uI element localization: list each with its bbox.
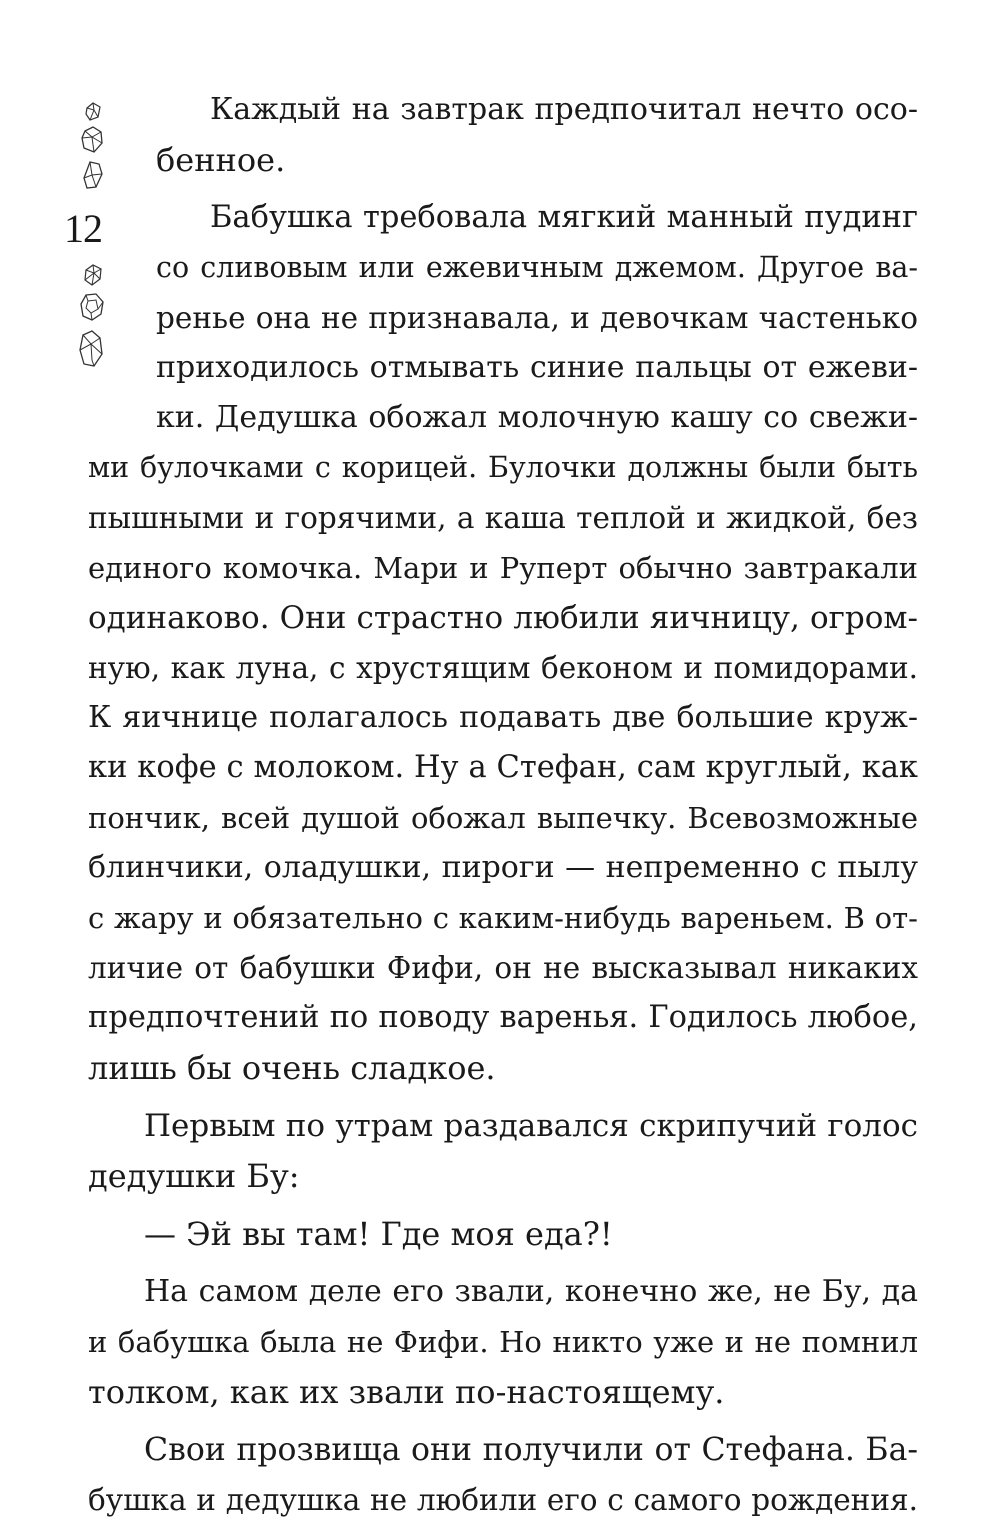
text-line: ренье она не признавала, и девочкам частенько — [156, 301, 918, 335]
text-line: К яичнице полагалось подавать две большие круж- — [88, 700, 918, 735]
text-line: блинчики, оладушки, пироги — непременно с пылу — [88, 850, 918, 885]
text-line: дедушки Бу: — [88, 1157, 300, 1195]
text-line: Первым по утрам раздавался скрипучий голос — [144, 1108, 918, 1144]
text-line: приходилось отмывать синие пальцы от ежеви- — [156, 350, 918, 385]
text-line: предпочтений по поводу варенья. Годилось любое, — [88, 1000, 918, 1035]
text-line: пончик, всей душой обожал выпечку. Всевозможные — [88, 801, 918, 835]
text-line: пышными и горячими, а каша теплой и жидкой, без — [88, 501, 918, 535]
text-line: Каждый на завтрак предпочитал нечто осо- — [210, 92, 918, 127]
page-number: 12 — [64, 206, 102, 251]
text-line: ную, как луна, с хрустящим беконом и помидорами. — [88, 651, 918, 685]
text-line: и бабушка была не Фифи. Но никто уже и не помнил — [88, 1325, 918, 1359]
text-line: На самом деле его звали, конечно же, не Бу, да — [144, 1274, 918, 1309]
text-line: со сливовым или ежевичным джемом. Другое ва- — [156, 251, 918, 284]
text-line: ки. Дедушка обожал молочную кашу со свежи- — [156, 400, 918, 435]
text-line: Бабушка требовала мягкий манный пудинг — [210, 200, 918, 235]
text-line: одинаково. Они страстно любили яичницу, огром- — [88, 600, 918, 636]
text-line: Свои прозвища они получили от Стефана. Ба- — [144, 1432, 918, 1468]
text-line: бенное. — [156, 141, 286, 179]
text-line: ми булочками с корицей. Булочки должны были быть — [88, 451, 918, 484]
text-line: с жару и обязательно с каким-нибудь вареньем. В от- — [88, 901, 918, 935]
text-line: — Эй вы там! Где моя еда?! — [144, 1215, 613, 1253]
text-line: лишь бы очень сладкое. — [88, 1049, 496, 1087]
text-line: ки кофе с молоком. Ну а Стефан, сам круглый, как — [88, 750, 918, 785]
text-line: личие от бабушки Фифи, он не высказывал никаких — [88, 951, 918, 985]
text-line: бушка и дедушка не любили его с самого рождения. — [88, 1483, 918, 1517]
text-line: толком, как их звали по-настоящему. — [88, 1373, 725, 1411]
text-line: единого комочка. Мари и Руперт обычно завтракали — [88, 551, 918, 585]
body-text — [88, 85, 918, 1525]
